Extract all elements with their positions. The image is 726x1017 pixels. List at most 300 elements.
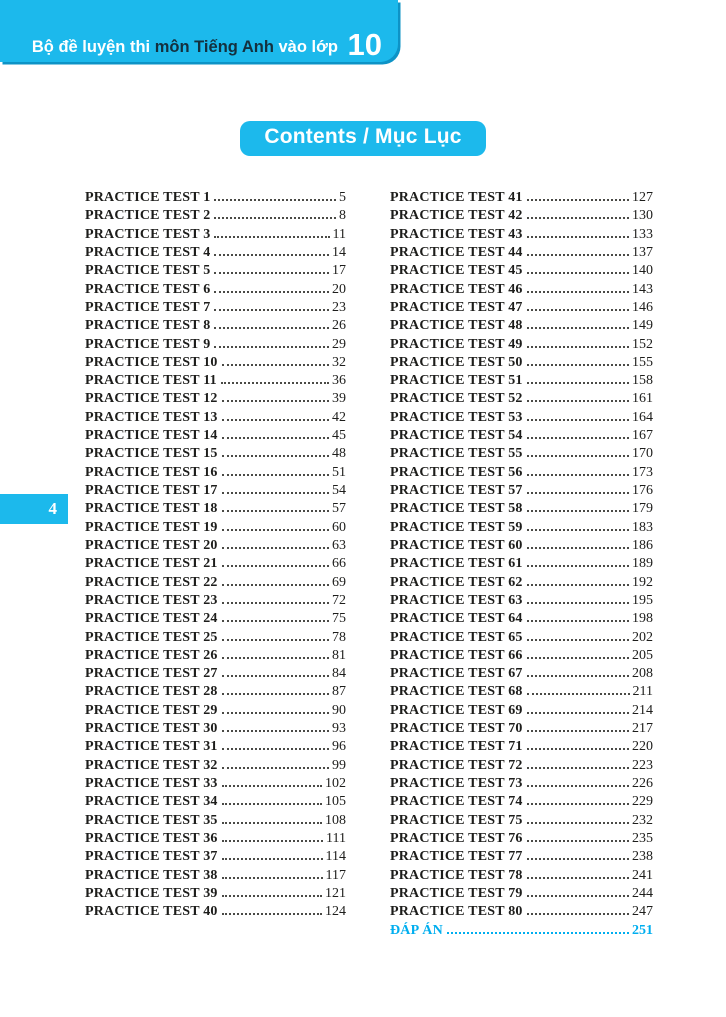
dot-leader [222, 364, 329, 366]
toc-row [390, 483, 653, 501]
dot-leader [214, 291, 329, 293]
dot-leader [214, 309, 329, 311]
toc-entry-page: 48 [332, 446, 346, 462]
toc-entry-page: 146 [632, 299, 653, 315]
dot-leader [222, 547, 329, 549]
dot-leader [527, 547, 629, 549]
dot-leader [214, 254, 329, 256]
toc-entry-page: 140 [632, 263, 653, 279]
dot-leader [222, 584, 329, 586]
toc-entry-page: 75 [332, 611, 346, 627]
toc-row [390, 263, 653, 281]
toc-row [390, 721, 653, 739]
toc-entry-label: PRACTICE TEST 16 [85, 464, 218, 480]
toc-entry-page: 72 [332, 592, 346, 608]
dot-leader [527, 474, 629, 476]
dot-leader [527, 602, 629, 604]
toc-entry-page: 133 [632, 226, 653, 242]
toc-entry-label: PRACTICE TEST 65 [390, 629, 523, 645]
toc-entry-label: PRACTICE TEST 34 [85, 794, 218, 810]
toc-entry-page: 111 [326, 830, 346, 846]
dot-leader [222, 767, 329, 769]
toc-row [390, 282, 653, 300]
toc-row [85, 446, 346, 464]
toc-row [390, 831, 653, 849]
toc-entry-label: PRACTICE TEST 32 [85, 757, 218, 773]
toc-row [85, 813, 346, 831]
toc-entry-label: PRACTICE TEST 15 [85, 446, 218, 462]
toc-row [390, 575, 653, 593]
toc-entry-label: PRACTICE TEST 13 [85, 409, 218, 425]
toc-entry-label: PRACTICE TEST 46 [390, 281, 523, 297]
toc-row [390, 465, 653, 483]
dot-leader [214, 327, 329, 329]
toc-entry-label: PRACTICE TEST 36 [85, 830, 218, 846]
toc-row [85, 611, 346, 629]
toc-row [85, 849, 346, 867]
toc-entry-label: PRACTICE TEST 76 [390, 830, 523, 846]
toc-entry-label: PRACTICE TEST 57 [390, 483, 523, 498]
toc-row [390, 501, 653, 519]
toc-row [85, 245, 346, 263]
toc-row [85, 373, 346, 391]
toc-row [390, 446, 653, 464]
toc-row [85, 776, 346, 794]
dot-leader [222, 400, 329, 402]
toc-entry-label: PRACTICE TEST 77 [390, 849, 523, 865]
toc-entry-label: PRACTICE TEST 10 [85, 354, 218, 370]
dot-leader [527, 364, 629, 366]
dot-leader [527, 236, 629, 238]
toc-entry-label: PRACTICE TEST 54 [390, 428, 523, 444]
toc-entry-page: 124 [325, 904, 346, 920]
dot-leader [527, 693, 630, 695]
toc-entry-label: PRACTICE TEST 21 [85, 556, 218, 572]
toc-row [390, 630, 653, 648]
toc-entry-label: PRACTICE TEST 67 [390, 666, 523, 682]
toc-entry-page: 176 [632, 483, 653, 498]
toc-row [390, 227, 653, 245]
dot-leader [527, 639, 629, 641]
dot-leader [527, 272, 629, 274]
dot-leader [527, 382, 629, 384]
toc-entry-label: PRACTICE TEST 59 [390, 519, 523, 535]
dot-leader [222, 895, 322, 897]
dot-leader [527, 858, 629, 860]
table-of-contents [85, 190, 653, 941]
toc-entry-page: 90 [332, 702, 346, 718]
dot-leader [222, 474, 329, 476]
toc-row [390, 556, 653, 574]
toc-entry-label: PRACTICE TEST 64 [390, 611, 523, 627]
toc-row [85, 208, 346, 226]
toc-entry-label: PRACTICE TEST 52 [390, 391, 523, 407]
toc-row [85, 428, 346, 446]
dot-leader [222, 840, 323, 842]
dot-leader [527, 803, 629, 805]
toc-entry-page: 186 [632, 537, 653, 553]
toc-row [390, 318, 653, 336]
toc-row [85, 556, 346, 574]
toc-entry-page: 114 [325, 849, 346, 865]
toc-entry-label: PRACTICE TEST 29 [85, 702, 218, 718]
toc-entry-page: 158 [632, 373, 653, 389]
toc-entry-page: 202 [632, 629, 653, 645]
toc-row [85, 538, 346, 556]
toc-row [390, 666, 653, 684]
toc-entry-label: PRACTICE TEST 45 [390, 263, 523, 279]
toc-entry-page: 205 [632, 647, 653, 663]
toc-entry-page: 220 [632, 739, 653, 755]
toc-entry-label: PRACTICE TEST 30 [85, 721, 218, 737]
dot-leader [527, 895, 629, 897]
toc-row [390, 593, 653, 611]
toc-entry-page: 102 [325, 776, 346, 791]
toc-entry-page: 20 [332, 281, 346, 297]
toc-entry-page: 208 [632, 666, 653, 682]
toc-entry-label: PRACTICE TEST 61 [390, 556, 523, 572]
toc-entry-label: PRACTICE TEST 43 [390, 226, 523, 242]
toc-entry-page: 127 [632, 190, 653, 205]
toc-entry-page: 173 [632, 464, 653, 480]
toc-entry-page: 161 [632, 391, 653, 407]
toc-entry-label: PRACTICE TEST 18 [85, 501, 218, 517]
toc-row [390, 337, 653, 355]
dot-leader [527, 767, 629, 769]
toc-entry-label: PRACTICE TEST 14 [85, 428, 218, 444]
dot-leader [222, 419, 329, 421]
dot-leader [527, 877, 629, 879]
toc-entry-label: PRACTICE TEST 51 [390, 373, 523, 389]
toc-entry-label: PRACTICE TEST 40 [85, 904, 218, 920]
toc-entry-page: 23 [332, 299, 346, 315]
book-title-part3: vào lớp [278, 38, 338, 56]
toc-row [85, 501, 346, 519]
toc-entry-page: 66 [332, 556, 346, 572]
toc-entry-page: 195 [632, 592, 653, 608]
toc-entry-page: 17 [332, 263, 346, 279]
toc-entry-label: PRACTICE TEST 23 [85, 592, 218, 608]
toc-entry-label: PRACTICE TEST 44 [390, 244, 523, 260]
toc-entry-page: 198 [632, 611, 653, 627]
toc-row [390, 300, 653, 318]
toc-entry-page: 251 [632, 922, 653, 938]
toc-row [390, 739, 653, 757]
toc-entry-label: PRACTICE TEST 68 [390, 684, 523, 700]
dot-leader [527, 199, 629, 201]
dot-leader [527, 419, 629, 421]
dot-leader [527, 712, 629, 714]
dot-leader [222, 748, 329, 750]
toc-entry-label: PRACTICE TEST 20 [85, 537, 218, 553]
toc-row [85, 666, 346, 684]
dot-leader [527, 346, 629, 348]
toc-row [390, 410, 653, 428]
toc-entry-label: PRACTICE TEST 70 [390, 721, 523, 737]
toc-entry-label: PRACTICE TEST 39 [85, 885, 218, 901]
dot-leader [222, 913, 322, 915]
toc-entry-label: PRACTICE TEST 8 [85, 318, 211, 334]
toc-entry-page: 8 [339, 208, 346, 224]
toc-row [390, 648, 653, 666]
dot-leader [527, 822, 629, 824]
book-title-subject: môn Tiếng Anh [154, 38, 274, 56]
toc-row [85, 794, 346, 812]
toc-entry-page: 51 [332, 464, 346, 480]
toc-entry-page: 170 [632, 446, 653, 462]
toc-entry-page: 241 [632, 867, 653, 883]
toc-row [85, 886, 346, 904]
toc-entry-page: 247 [632, 904, 653, 920]
toc-row [85, 263, 346, 281]
toc-entry-label: PRACTICE TEST 17 [85, 483, 218, 498]
toc-entry-label: PRACTICE TEST 55 [390, 446, 523, 462]
toc-entry-page: 189 [632, 556, 653, 572]
toc-entry-label: PRACTICE TEST 12 [85, 391, 218, 407]
toc-entry-label: PRACTICE TEST 42 [390, 208, 523, 224]
toc-row [85, 758, 346, 776]
toc-row [390, 684, 653, 702]
dot-leader [222, 510, 329, 512]
toc-row [85, 739, 346, 757]
toc-column-left [85, 190, 346, 941]
toc-entry-label: PRACTICE TEST 53 [390, 409, 523, 425]
page-title-wrap [0, 121, 726, 156]
dot-leader [527, 291, 629, 293]
toc-row [390, 190, 653, 208]
toc-entry-label: PRACTICE TEST 74 [390, 794, 523, 810]
toc-entry-page: 39 [332, 391, 346, 407]
toc-entry-page: 214 [632, 702, 653, 718]
toc-entry-page: 42 [332, 409, 346, 425]
dot-leader [222, 492, 329, 494]
toc-row [85, 318, 346, 336]
book-title [31, 27, 382, 62]
toc-row [85, 300, 346, 318]
toc-row [390, 886, 653, 904]
toc-row [390, 758, 653, 776]
toc-entry-label: PRACTICE TEST 3 [85, 226, 211, 242]
toc-row [85, 904, 346, 922]
toc-row [85, 465, 346, 483]
toc-entry-page: 217 [632, 721, 653, 737]
toc-entry-page: 11 [332, 226, 346, 242]
dot-leader [527, 657, 629, 659]
toc-row [390, 794, 653, 812]
toc-entry-label: PRACTICE TEST 69 [390, 702, 523, 718]
toc-entry-page: 121 [325, 885, 346, 901]
dot-leader [527, 584, 629, 586]
toc-entry-page: 137 [632, 244, 653, 260]
toc-entry-label: PRACTICE TEST 31 [85, 739, 218, 755]
dot-leader [527, 620, 629, 622]
toc-row [85, 190, 346, 208]
toc-entry-label: PRACTICE TEST 56 [390, 464, 523, 480]
dot-leader [527, 785, 629, 787]
toc-entry-label: PRACTICE TEST 41 [390, 190, 523, 205]
dot-leader [527, 510, 629, 512]
toc-row [85, 520, 346, 538]
toc-row [85, 337, 346, 355]
dot-leader [222, 803, 322, 805]
toc-row [390, 849, 653, 867]
dot-leader [214, 236, 329, 238]
toc-entry-page: 93 [332, 721, 346, 737]
toc-row [390, 538, 653, 556]
toc-row [85, 282, 346, 300]
dot-leader [222, 565, 329, 567]
toc-entry-page: 78 [332, 629, 346, 645]
page-number: 4 [48, 499, 57, 518]
dot-leader [527, 254, 629, 256]
dot-leader [222, 693, 329, 695]
dot-leader [447, 932, 629, 934]
toc-row [390, 391, 653, 409]
dot-leader [527, 437, 629, 439]
toc-row [390, 520, 653, 538]
toc-entry-page: 96 [332, 739, 346, 755]
toc-entry-label: PRACTICE TEST 4 [85, 244, 211, 260]
toc-entry-label: PRACTICE TEST 26 [85, 647, 218, 663]
dot-leader [214, 217, 336, 219]
toc-row-answer-key [390, 923, 653, 941]
toc-entry-label: PRACTICE TEST 73 [390, 776, 523, 791]
toc-entry-page: 143 [632, 281, 653, 297]
toc-entry-page: 32 [332, 354, 346, 370]
toc-entry-label: PRACTICE TEST 60 [390, 537, 523, 553]
toc-row [85, 648, 346, 666]
toc-entry-page: 244 [632, 885, 653, 901]
dot-leader [222, 858, 323, 860]
toc-entry-page: 5 [339, 190, 346, 205]
toc-row [85, 868, 346, 886]
dot-leader [214, 346, 329, 348]
toc-entry-page: 99 [332, 757, 346, 773]
dot-leader [222, 785, 322, 787]
toc-row [85, 227, 346, 245]
toc-entry-page: 130 [632, 208, 653, 224]
page-number-tab [0, 494, 68, 524]
dot-leader [527, 327, 629, 329]
toc-entry-label: PRACTICE TEST 19 [85, 519, 218, 535]
toc-row [85, 684, 346, 702]
toc-row [85, 483, 346, 501]
dot-leader [222, 822, 322, 824]
toc-entry-page: 152 [632, 336, 653, 352]
toc-entry-page: 60 [332, 519, 346, 535]
toc-entry-label: PRACTICE TEST 58 [390, 501, 523, 517]
toc-row [390, 355, 653, 373]
toc-entry-label: PRACTICE TEST 47 [390, 299, 523, 315]
dot-leader [527, 455, 629, 457]
toc-row [390, 208, 653, 226]
toc-entry-label: PRACTICE TEST 7 [85, 299, 211, 315]
toc-entry-page: 226 [632, 776, 653, 791]
toc-entry-label: PRACTICE TEST 6 [85, 281, 211, 297]
dot-leader [222, 712, 329, 714]
dot-leader [527, 565, 629, 567]
toc-row [85, 630, 346, 648]
toc-entry-page: 81 [332, 647, 346, 663]
book-title-banner [0, 0, 398, 62]
toc-entry-label: PRACTICE TEST 11 [85, 373, 217, 389]
dot-leader [221, 382, 329, 384]
book-title-grade-number: 10 [347, 27, 382, 62]
toc-entry-page: 105 [325, 794, 346, 810]
toc-entry-page: 192 [632, 574, 653, 590]
toc-entry-label: PRACTICE TEST 25 [85, 629, 218, 645]
toc-entry-page: 117 [325, 867, 346, 883]
dot-leader [222, 529, 329, 531]
toc-entry-label: PRACTICE TEST 72 [390, 757, 523, 773]
toc-row [85, 410, 346, 428]
toc-entry-label: PRACTICE TEST 71 [390, 739, 523, 755]
toc-entry-label: PRACTICE TEST 49 [390, 336, 523, 352]
toc-entry-page: 108 [325, 812, 346, 828]
toc-entry-label: PRACTICE TEST 48 [390, 318, 523, 334]
toc-entry-label: PRACTICE TEST 63 [390, 592, 523, 608]
toc-row [85, 721, 346, 739]
toc-row [390, 868, 653, 886]
toc-entry-page: 69 [332, 574, 346, 590]
toc-entry-page: 164 [632, 409, 653, 425]
dot-leader [222, 877, 323, 879]
toc-row [85, 391, 346, 409]
toc-entry-page: 57 [332, 501, 346, 517]
toc-entry-page: 232 [632, 812, 653, 828]
dot-leader [527, 529, 629, 531]
toc-entry-label: PRACTICE TEST 35 [85, 812, 218, 828]
toc-row [390, 703, 653, 721]
toc-row [85, 831, 346, 849]
toc-row [390, 245, 653, 263]
dot-leader [222, 437, 329, 439]
dot-leader [527, 730, 629, 732]
dot-leader [222, 639, 329, 641]
dot-leader [527, 400, 629, 402]
toc-entry-label: PRACTICE TEST 62 [390, 574, 523, 590]
dot-leader [527, 840, 629, 842]
toc-entry-label: PRACTICE TEST 66 [390, 647, 523, 663]
dot-leader [222, 620, 329, 622]
toc-entry-page: 167 [632, 428, 653, 444]
toc-entry-label: PRACTICE TEST 27 [85, 666, 218, 682]
toc-entry-label: PRACTICE TEST 37 [85, 849, 218, 865]
toc-row [85, 703, 346, 721]
toc-entry-page: 63 [332, 537, 346, 553]
toc-entry-label: PRACTICE TEST 38 [85, 867, 218, 883]
toc-row [390, 373, 653, 391]
toc-entry-page: 26 [332, 318, 346, 334]
dot-leader [527, 675, 629, 677]
toc-entry-page: 84 [332, 666, 346, 682]
toc-entry-label: PRACTICE TEST 9 [85, 336, 211, 352]
toc-entry-label: PRACTICE TEST 5 [85, 263, 211, 279]
toc-row [390, 611, 653, 629]
dot-leader [527, 748, 629, 750]
toc-entry-label: PRACTICE TEST 22 [85, 574, 218, 590]
toc-entry-label: ĐÁP ÁN [390, 922, 443, 938]
dot-leader [222, 657, 329, 659]
dot-leader [527, 913, 629, 915]
toc-entry-page: 149 [632, 318, 653, 334]
dot-leader [527, 309, 629, 311]
toc-entry-page: 29 [332, 336, 346, 352]
toc-row [85, 355, 346, 373]
dot-leader [214, 272, 329, 274]
toc-row [390, 904, 653, 922]
toc-row [390, 813, 653, 831]
